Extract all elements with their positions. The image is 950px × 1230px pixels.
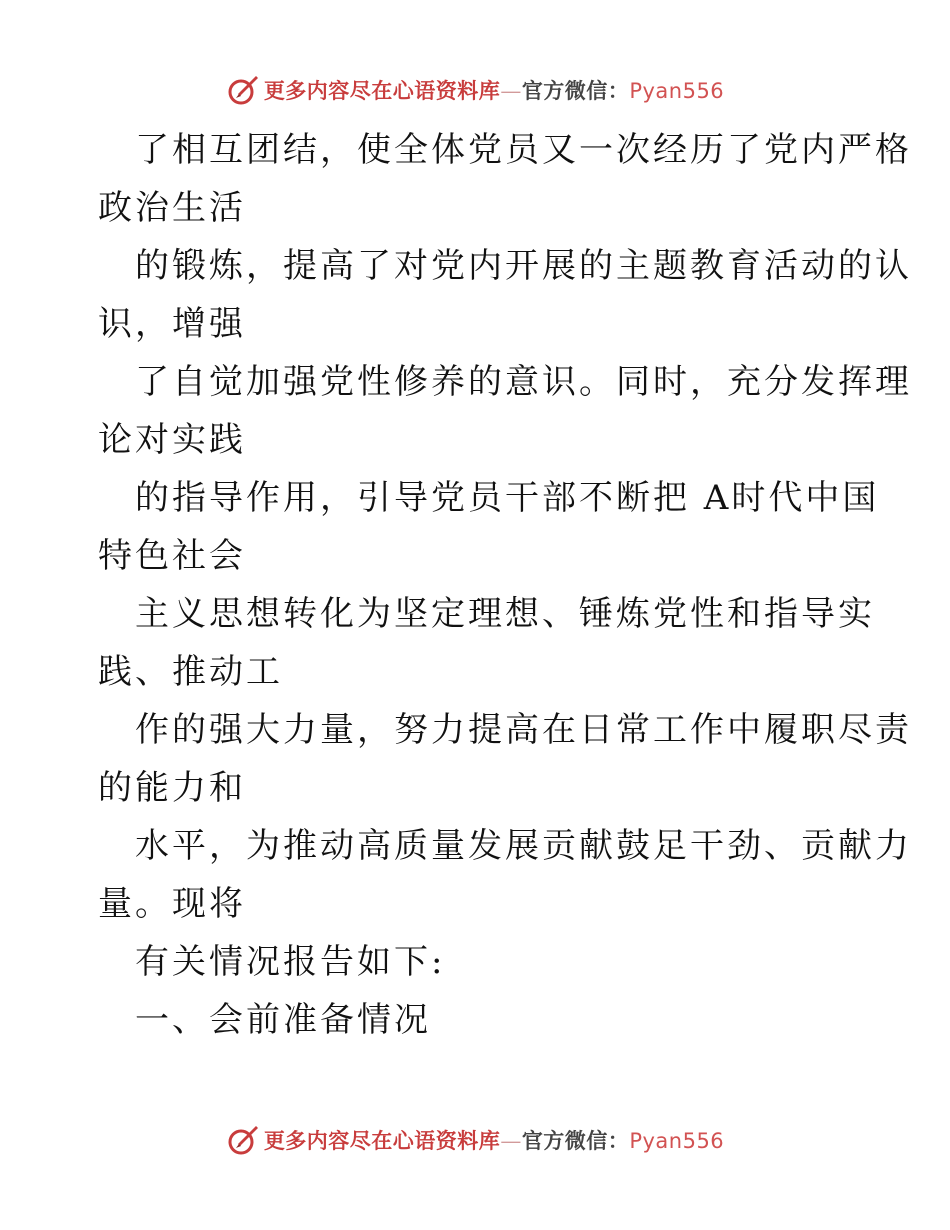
quill-logo-icon [226, 1123, 260, 1157]
text-line: 的锻炼，提高了对党内开展的主题教育活动的认 [135, 246, 912, 286]
quill-logo-icon [226, 73, 260, 107]
text-line: 了自觉加强党性修养的意识。同时，充分发挥理 [135, 362, 912, 402]
text-line: 政治生活 [98, 188, 246, 228]
document-body [98, 121, 912, 1049]
header-watermark [0, 70, 950, 110]
text-line: 量。现将 [98, 884, 246, 924]
watermark-text: 更多内容尽在心语资料库—官方微信：Pyan556 [263, 78, 725, 103]
text-line: 水平，为推动高质量发展贡献鼓足干劲、贡献力 [135, 826, 912, 866]
text-line: 论对实践 [98, 420, 246, 460]
text-line: 特色社会 [98, 536, 246, 576]
text-line: 践、推动工 [98, 652, 283, 692]
text-line: 的指导作用，引导党员干部不断把 A时代中国 [135, 478, 880, 518]
text-line: 主义思想转化为坚定理想、锤炼党性和指导实 [135, 594, 875, 634]
section-heading: 一、会前准备情况 [135, 1000, 431, 1040]
text-line: 了相互团结，使全体党员又一次经历了党内严格 [135, 130, 912, 170]
text-line: 识，增强 [98, 304, 246, 344]
watermark-text: 更多内容尽在心语资料库—官方微信：Pyan556 [263, 1128, 725, 1153]
footer-watermark [0, 1120, 950, 1160]
text-line: 作的强大力量，努力提高在日常工作中履职尽责 [135, 710, 912, 750]
text-line: 的能力和 [98, 768, 246, 808]
text-line: 有关情况报告如下: [135, 942, 446, 982]
